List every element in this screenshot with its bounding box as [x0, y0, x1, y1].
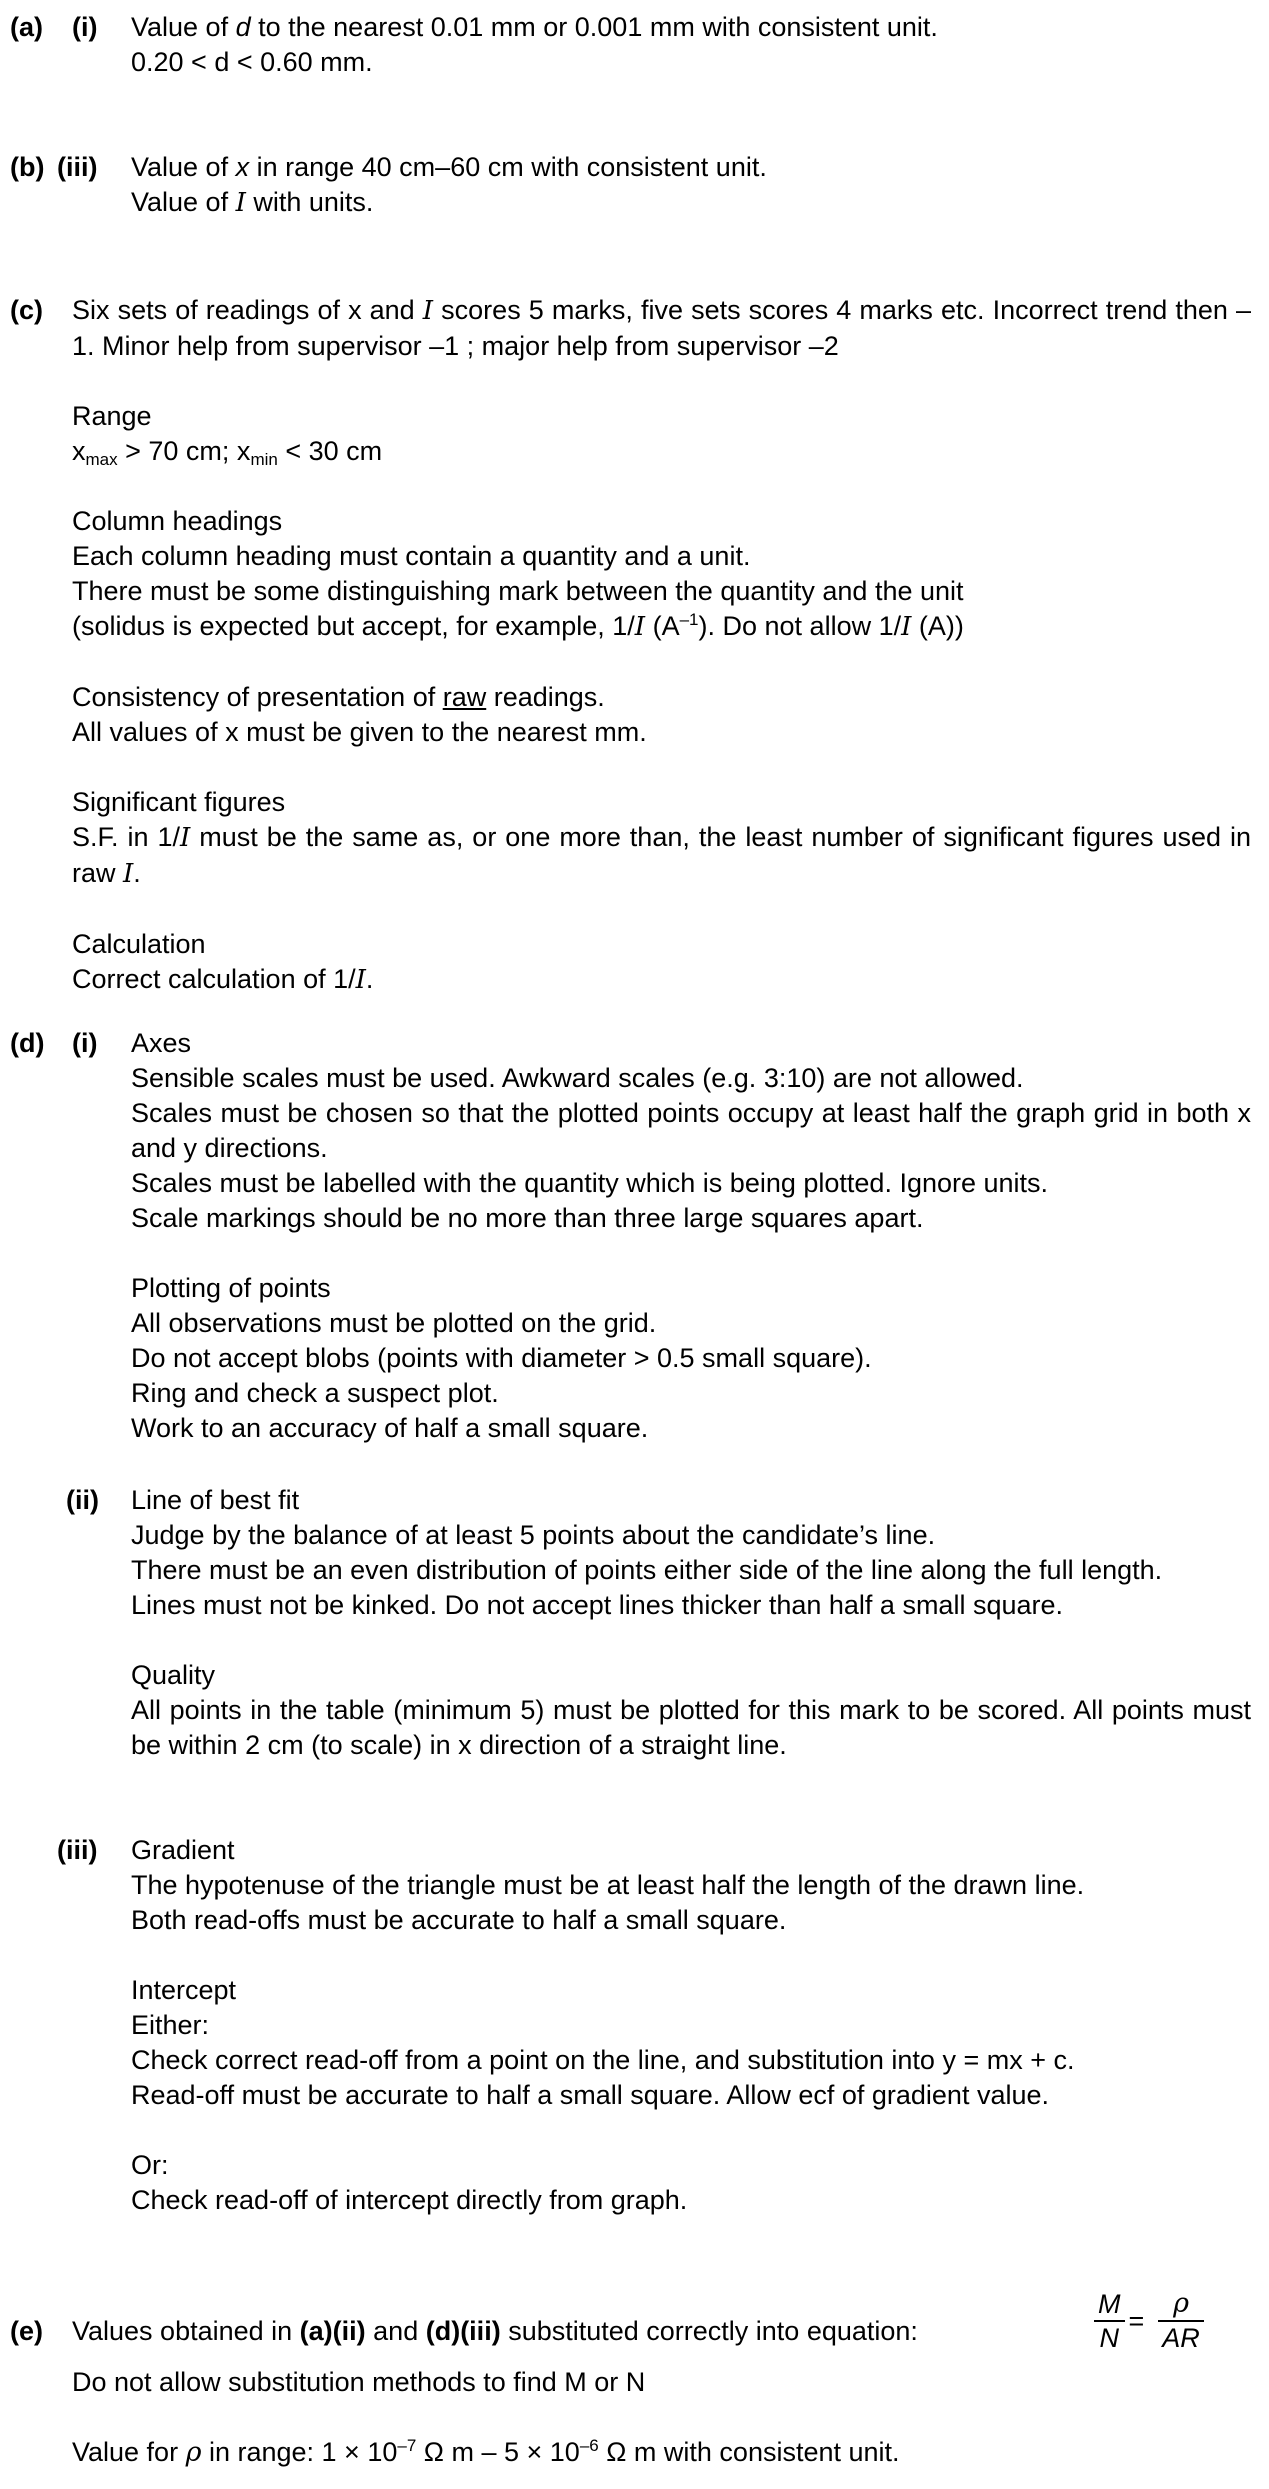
- part-a-line1: Value of d to the nearest 0.01 mm or 0.001 mm with consistent unit.: [131, 12, 938, 42]
- axes-line1: Sensible scales must be used. Awkward scales (e.g. 3:10) are not allowed.: [131, 1063, 1024, 1093]
- consistency-heading: Consistency of presentation of raw readings.: [72, 682, 605, 712]
- column-headings-line2: There must be some distinguishing mark between the quantity and the unit: [72, 576, 964, 606]
- part-a-label: (a): [10, 12, 43, 42]
- gradient-line2: Both read-offs must be accurate to half a small square.: [131, 1905, 787, 1935]
- part-a-text: [131, 10, 1251, 80]
- plotting-line3: Ring and check a suspect plot.: [131, 1378, 499, 1408]
- part-b-line2: Value of I with units.: [131, 187, 374, 218]
- part-d-ii-label: (ii): [66, 1485, 99, 1515]
- intercept-line1: Check correct read-off from a point on the line, and substitution into y = mx + c.: [131, 2045, 1075, 2075]
- part-d-iii-label: (iii): [57, 1835, 98, 1865]
- axes-line2: Scales must be chosen so that the plotted points occupy at least half the graph grid in both x and y directions.: [131, 1098, 1251, 1163]
- part-a-sub-label: (i): [72, 12, 98, 42]
- best-fit-line2: There must be an even distribution of points either side of the line along the full length.: [131, 1555, 1163, 1585]
- axes-line4: Scale markings should be no more than three large squares apart.: [131, 1203, 924, 1233]
- part-b-line1: Value of x in range 40 cm–60 cm with consistent unit.: [131, 152, 767, 182]
- part-d-i-text: [131, 1026, 1251, 1446]
- best-fit-line1: Judge by the balance of at least 5 points about the candidate’s line.: [131, 1520, 936, 1550]
- part-e-label: (e): [10, 2316, 43, 2346]
- column-headings-heading: Column headings: [72, 506, 283, 536]
- part-c-text: [72, 293, 1251, 998]
- gradient-line1: The hypotenuse of the triangle must be at least half the length of the drawn line.: [131, 1870, 1085, 1900]
- calculation-line: Correct calculation of 1/I.: [72, 964, 374, 995]
- intercept-either: Either:: [131, 2010, 210, 2040]
- gradient-heading: Gradient: [131, 1835, 235, 1865]
- part-e-line2: Do not allow substitution methods to find M or N: [72, 2367, 646, 2397]
- column-headings-line1: Each column heading must contain a quantity and a unit.: [72, 541, 751, 571]
- calculation-heading: Calculation: [72, 929, 206, 959]
- part-e-line1: Values obtained in (a)(ii) and (d)(iii) substituted correctly into equation:: [72, 2316, 918, 2346]
- fraction-m-over-n: $\frac{M}{N}$: [1094, 2288, 1125, 2354]
- part-d-label: (d): [10, 1028, 45, 1058]
- part-c-intro: Six sets of readings of x and I scores 5 marks, five sets scores 4 marks etc. Incorrect trend then –1. Minor help from supervisor –1 ; major help from supervisor –2: [72, 295, 1251, 361]
- part-e-line3: Value for ρ in range: $1 \times 10^{-7}$ Ω $m - 5 \times 10^{-6}$ Ω m with consistent unit.: [72, 2436, 900, 2468]
- intercept-line2: Read-off must be accurate to half a small square. Allow ecf of gradient value.: [131, 2080, 1049, 2110]
- consistency-line1: All values of x must be given to the nearest mm.: [72, 717, 647, 747]
- part-d-i-label: (i): [72, 1028, 98, 1058]
- ratio-equation: $\frac{M}{N}$ = $\frac{\rho}{AR}$: [1084, 2288, 1204, 2354]
- intercept-line3: Check read-off of intercept directly from graph.: [131, 2185, 688, 2215]
- sig-figs-text: S.F. in 1/I must be the same as, or one more than, the least number of significant figures used in raw I.: [72, 822, 1252, 889]
- quality-line1: All points in the table (minimum 5) must be plotted for this mark to be scored. All points must be within 2 cm (to scale) in x direction of a straight line.: [131, 1695, 1251, 1760]
- part-b-label: (b): [10, 152, 45, 182]
- part-d-ii-text: [131, 1483, 1251, 1763]
- plotting-line4: Work to an accuracy of half a small square.: [131, 1413, 649, 1443]
- intercept-or: Or:: [131, 2150, 169, 2180]
- best-fit-line3: Lines must not be kinked. Do not accept lines thicker than half a small square.: [131, 1590, 1064, 1620]
- best-fit-heading: Line of best fit: [131, 1485, 300, 1515]
- range-line: $x_{max} > 70$ cm; $x_{min} < 30$ cm: [72, 436, 383, 469]
- part-c-label: (c): [10, 295, 43, 325]
- part-d-iii-text: [131, 1833, 1251, 2218]
- plotting-line1: All observations must be plotted on the grid.: [131, 1308, 657, 1338]
- quality-heading: Quality: [131, 1660, 216, 1690]
- axes-line3: Scales must be labelled with the quantity which is being plotted. Ignore units.: [131, 1168, 1049, 1198]
- part-b-text: [131, 150, 1251, 221]
- plotting-heading: Plotting of points: [131, 1273, 331, 1303]
- range-heading: Range: [72, 401, 152, 431]
- part-e-equation-line: [72, 2288, 1251, 2368]
- part-e-text: [72, 2365, 1251, 2470]
- sig-figs-heading: Significant figures: [72, 787, 286, 817]
- intercept-heading: Intercept: [131, 1975, 237, 2005]
- plotting-line2: Do not accept blobs (points with diameter > 0.5 small square).: [131, 1343, 872, 1373]
- column-headings-line3: (solidus is expected but accept, for example, 1/I $(A^{-1})$. Do not allow 1/I (A)): [72, 610, 964, 642]
- part-a-line2: 0.20 < d < 0.60 mm.: [131, 47, 373, 77]
- axes-heading: Axes: [131, 1028, 192, 1058]
- fraction-rho-over-ar: $\frac{\rho}{AR}$: [1158, 2288, 1204, 2354]
- part-b-sub-label: (iii): [57, 152, 98, 182]
